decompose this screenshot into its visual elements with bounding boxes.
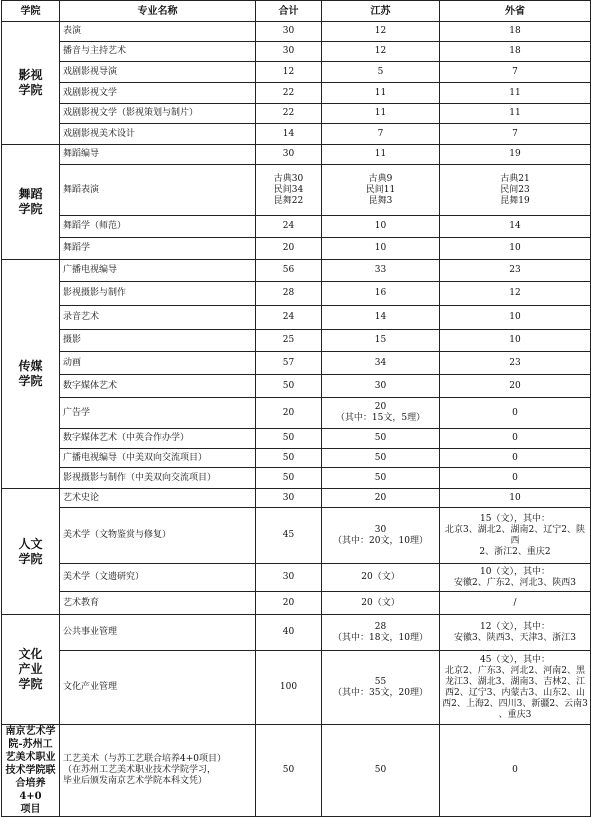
cell-line: 22 <box>282 87 295 98</box>
total-cell <box>256 725 322 817</box>
cell-line: 2、浙江2、重庆2 <box>479 546 551 557</box>
cell-line: 产业 <box>18 662 43 676</box>
major-cell <box>60 145 256 165</box>
cell-line: 昆舞22 <box>273 195 304 206</box>
cell-line: 毕业后颁发南京艺术学院本科文凭） <box>63 776 208 786</box>
total-cell <box>256 489 322 508</box>
cell-line: 学院 <box>18 551 43 566</box>
total-cell <box>256 375 322 398</box>
cell-line: 古典30 <box>273 173 304 184</box>
cell-line: 11 <box>374 149 387 159</box>
other-provinces-cell <box>440 725 591 817</box>
total-cell <box>256 449 322 468</box>
jiangsu-cell <box>322 62 440 83</box>
cell-line: 舞蹈表演 <box>63 184 100 195</box>
table-row <box>2 375 591 398</box>
cell-line: 20 <box>374 492 387 503</box>
table-row <box>2 42 591 62</box>
cell-line: 美术学（文遗研究） <box>63 572 145 582</box>
major-cell <box>60 615 256 651</box>
total-cell <box>256 468 322 489</box>
cell-line: 50 <box>282 433 295 443</box>
cell-line: 西2、上海2、四川3、新疆2、云南3 <box>442 698 588 709</box>
cell-line: 北京2、广东3、河北2、河南2、黑 <box>445 665 585 676</box>
cell-line: 20 <box>282 407 295 418</box>
table-row <box>2 564 591 592</box>
table-row <box>2 489 591 508</box>
major-cell <box>60 352 256 375</box>
cell-line: 23 <box>509 357 521 368</box>
table-row <box>2 216 591 238</box>
major-cell <box>60 124 256 145</box>
total-cell <box>256 260 322 282</box>
cell-line: 民间11 <box>365 184 396 195</box>
cell-line: 11 <box>374 108 387 118</box>
header-total: 合计 <box>256 1 322 22</box>
cell-line: 12 <box>282 66 295 77</box>
cell-line: 艺美术职业 <box>5 752 56 763</box>
other-provinces-cell <box>440 282 591 306</box>
other-provinces-cell <box>440 165 591 216</box>
major-cell <box>60 216 256 238</box>
total-cell <box>256 615 322 651</box>
major-cell <box>60 449 256 468</box>
table-row <box>2 260 591 282</box>
cell-line: 55 <box>374 676 387 687</box>
cell-line: 20（文） <box>361 572 400 582</box>
cell-line: 10 <box>374 221 387 231</box>
cell-line: 0 <box>512 765 518 775</box>
cell-line: 舞蹈学（师范） <box>63 221 127 231</box>
total-cell <box>256 124 322 145</box>
cell-line: 30 <box>282 26 295 36</box>
cell-line: 0 <box>512 472 518 483</box>
major-cell <box>60 306 256 330</box>
jiangsu-cell <box>322 615 440 651</box>
table-row <box>2 282 591 306</box>
cell-line: 人文 <box>18 536 43 551</box>
cell-line: 学院 <box>18 202 43 216</box>
other-provinces-cell <box>440 615 591 651</box>
total-cell <box>256 330 322 352</box>
cell-line: 院-苏州工 <box>8 739 53 750</box>
cell-line: 传媒 <box>18 359 43 373</box>
table-row <box>2 449 591 468</box>
header-jiangsu: 江苏 <box>322 1 440 22</box>
jiangsu-cell <box>322 429 440 449</box>
other-provinces-cell <box>440 42 591 62</box>
cell-line: 50 <box>374 452 387 463</box>
cell-line: 12 <box>374 26 387 36</box>
jiangsu-cell <box>322 725 440 817</box>
cell-line: 50 <box>282 472 295 483</box>
total-cell <box>256 352 322 375</box>
jiangsu-cell <box>322 398 440 429</box>
cell-line: 11 <box>374 87 387 98</box>
other-provinces-cell <box>440 22 591 42</box>
cell-line: 20 <box>374 402 387 412</box>
table-row <box>2 145 591 165</box>
major-cell <box>60 564 256 592</box>
cell-line: 美术学（文物鉴赏与修复） <box>63 530 172 540</box>
cell-line: 安徽3、陕西3、天津3、浙江3 <box>454 632 576 643</box>
jiangsu-cell <box>322 216 440 238</box>
table-row <box>2 22 591 42</box>
table-body <box>2 22 591 817</box>
cell-line: 7 <box>512 66 518 77</box>
cell-line: 11 <box>509 108 521 118</box>
cell-line: 14 <box>374 312 387 322</box>
cell-line: 12 <box>374 46 387 56</box>
major-cell <box>60 592 256 615</box>
cell-line: 合培养4+0 <box>15 778 46 802</box>
cell-line: 0 <box>512 407 518 418</box>
other-provinces-cell <box>440 468 591 489</box>
other-provinces-cell <box>440 62 591 83</box>
jiangsu-cell <box>322 104 440 124</box>
cell-line: 安徽2、广东2、河北3、陕西3 <box>454 577 576 588</box>
cell-line: 昆舞3 <box>368 195 393 206</box>
jiangsu-cell <box>322 564 440 592</box>
major-cell <box>60 260 256 282</box>
cell-line: 学院 <box>18 374 43 388</box>
major-cell <box>60 42 256 62</box>
table-row <box>2 104 591 124</box>
cell-line: 50 <box>282 765 295 775</box>
cell-line: 30 <box>282 149 295 159</box>
other-provinces-cell <box>440 508 591 564</box>
cell-line: 广告学 <box>63 407 91 418</box>
other-provinces-cell <box>440 375 591 398</box>
other-provinces-cell <box>440 104 591 124</box>
jiangsu-cell <box>322 124 440 145</box>
other-provinces-cell <box>440 489 591 508</box>
cell-line: 45 <box>282 530 295 540</box>
college-name <box>2 260 60 489</box>
header-row <box>2 1 591 22</box>
major-cell <box>60 83 256 104</box>
jiangsu-cell <box>322 592 440 615</box>
jiangsu-cell <box>322 165 440 216</box>
cell-line: 10 <box>509 492 521 503</box>
total-cell <box>256 104 322 124</box>
cell-line: 摄影 <box>63 335 82 345</box>
table-row <box>2 468 591 489</box>
cell-line: 15（文），其中： <box>480 513 550 524</box>
cell-line: 20 <box>509 380 521 391</box>
other-provinces-cell <box>440 124 591 145</box>
cell-line: 文化产业管理 <box>63 682 118 692</box>
jiangsu-cell <box>322 352 440 375</box>
major-cell <box>60 282 256 306</box>
cell-line: 戏剧影视美术设计 <box>63 128 136 139</box>
cell-line: 民间34 <box>273 184 304 195</box>
major-cell <box>60 22 256 42</box>
cell-line: 动画 <box>63 357 82 368</box>
cell-line: 33 <box>374 265 387 275</box>
cell-line: 100 <box>279 682 298 692</box>
jiangsu-cell <box>322 238 440 260</box>
cell-line: 12（文），其中： <box>480 621 550 632</box>
college-name <box>2 22 60 145</box>
cell-line: 25 <box>282 335 295 345</box>
total-cell <box>256 564 322 592</box>
cell-line: 10 <box>509 335 521 345</box>
cell-line: 舞蹈学 <box>63 243 91 253</box>
cell-line: 广播电视编导 <box>63 265 118 275</box>
major-cell <box>60 238 256 260</box>
table-row <box>2 615 591 651</box>
jiangsu-cell <box>322 468 440 489</box>
table-row <box>2 165 591 216</box>
other-provinces-cell <box>440 260 591 282</box>
header-other-provinces: 外省 <box>440 1 591 22</box>
total-cell <box>256 429 322 449</box>
enrollment-table <box>1 0 591 817</box>
total-cell <box>256 651 322 725</box>
other-provinces-cell <box>440 352 591 375</box>
total-cell <box>256 216 322 238</box>
cell-line: 10 <box>509 243 521 253</box>
cell-line: 57 <box>282 357 295 368</box>
cell-line: 50 <box>282 452 295 463</box>
cell-line: 数字媒体艺术（中英合作办学） <box>63 433 190 443</box>
jiangsu-cell <box>322 145 440 165</box>
cell-line: 50 <box>374 433 387 443</box>
total-cell <box>256 508 322 564</box>
major-cell <box>60 330 256 352</box>
cell-line: 北京3、湖北2、湖南2、辽宁2、陕西 <box>445 524 585 546</box>
other-provinces-cell <box>440 651 591 725</box>
cell-line: 30 <box>282 572 295 582</box>
cell-line: 播音与主持艺术 <box>63 46 127 56</box>
total-cell <box>256 306 322 330</box>
cell-line: 14 <box>509 221 521 231</box>
cell-line: 文化 <box>18 647 43 661</box>
cell-line: 19 <box>509 149 521 159</box>
other-provinces-cell <box>440 145 591 165</box>
table-row <box>2 429 591 449</box>
jiangsu-cell <box>322 306 440 330</box>
table-row <box>2 238 591 260</box>
cell-line: 项目 <box>20 804 41 815</box>
cell-line: 50 <box>282 380 295 391</box>
cell-line: 南京艺术学 <box>5 726 56 737</box>
jiangsu-cell <box>322 489 440 508</box>
cell-line: 7 <box>377 128 384 139</box>
table-row <box>2 651 591 725</box>
table-row <box>2 592 591 615</box>
cell-line: 30 <box>374 524 387 535</box>
cell-line: 28 <box>374 621 387 632</box>
total-cell <box>256 238 322 260</box>
cell-line: 学院 <box>18 677 43 691</box>
cell-line: 56 <box>282 265 295 275</box>
cell-line: 西2、辽宁3、内蒙古3、山东2、山 <box>445 687 585 698</box>
cell-line: 影视摄影与制作（中美双向交流项目） <box>63 472 217 483</box>
cell-line: 公共事业管理 <box>63 627 118 637</box>
major-cell <box>60 398 256 429</box>
jiangsu-cell <box>322 282 440 306</box>
other-provinces-cell <box>440 330 591 352</box>
other-provinces-cell <box>440 216 591 238</box>
college-name <box>2 725 60 817</box>
cell-line: 广播电视编导（中美双向交流项目） <box>63 452 208 463</box>
cell-line: 30 <box>374 380 387 391</box>
cell-line: 戏剧影视文学 <box>63 87 118 98</box>
other-provinces-cell <box>440 449 591 468</box>
other-provinces-cell <box>440 83 591 104</box>
cell-line: （在苏州工艺美术职业技术学院学习， <box>63 765 217 775</box>
cell-line: 50 <box>374 765 387 775</box>
header-college: 学院 <box>2 1 60 22</box>
cell-line: （其中：15文，5理） <box>335 413 426 423</box>
other-provinces-cell <box>440 238 591 260</box>
cell-line: 12 <box>509 288 521 298</box>
table-row <box>2 124 591 145</box>
other-provinces-cell <box>440 306 591 330</box>
total-cell <box>256 282 322 306</box>
cell-line: 20 <box>282 597 295 608</box>
cell-line: 30 <box>282 492 295 503</box>
other-provinces-cell <box>440 592 591 615</box>
cell-line: 16 <box>374 288 387 298</box>
cell-line: 10 <box>374 243 387 253</box>
jiangsu-cell <box>322 330 440 352</box>
table-row <box>2 725 591 817</box>
cell-line: （其中：20文，10理） <box>333 535 428 546</box>
cell-line: 22 <box>282 108 295 118</box>
total-cell <box>256 42 322 62</box>
cell-line: 45（文），其中： <box>480 654 550 665</box>
major-cell <box>60 508 256 564</box>
cell-line: 技术学院联 <box>5 765 56 776</box>
table-row <box>2 352 591 375</box>
cell-line: 50 <box>374 472 387 483</box>
cell-line: 艺术教育 <box>63 597 100 608</box>
total-cell <box>256 83 322 104</box>
total-cell <box>256 22 322 42</box>
college-name <box>2 615 60 725</box>
total-cell <box>256 165 322 216</box>
cell-line: 艺术史论 <box>63 492 100 503</box>
cell-line: 23 <box>509 265 521 275</box>
cell-line: 舞蹈 <box>18 187 43 201</box>
cell-line: 11 <box>509 87 521 98</box>
jiangsu-cell <box>322 375 440 398</box>
jiangsu-cell <box>322 449 440 468</box>
cell-line: 录音艺术 <box>63 312 100 322</box>
table-row <box>2 508 591 564</box>
table-row <box>2 330 591 352</box>
cell-line: 数字媒体艺术 <box>63 380 118 391</box>
cell-line: 0 <box>512 433 518 443</box>
total-cell <box>256 145 322 165</box>
cell-line: 10 <box>509 312 521 322</box>
jiangsu-cell <box>322 42 440 62</box>
cell-line: 民间23 <box>500 184 530 195</box>
cell-line: （其中：18文，10理） <box>333 632 428 643</box>
cell-line: 24 <box>282 312 295 322</box>
major-cell <box>60 468 256 489</box>
college-name <box>2 489 60 615</box>
other-provinces-cell <box>440 564 591 592</box>
major-cell <box>60 489 256 508</box>
major-cell <box>60 725 256 817</box>
jiangsu-cell <box>322 651 440 725</box>
cell-line: 18 <box>509 46 521 56</box>
header-major: 专业名称 <box>60 1 256 22</box>
cell-line: 5 <box>377 66 384 77</box>
table-row <box>2 306 591 330</box>
total-cell <box>256 62 322 83</box>
table-row <box>2 398 591 429</box>
cell-line: 影视摄影与制作 <box>63 288 127 298</box>
cell-line: 10（文），其中： <box>480 566 550 577</box>
cell-line: 15 <box>374 335 387 345</box>
cell-line: 34 <box>374 357 387 368</box>
cell-line: 工艺美术（与苏工艺联合培养4+0项目） <box>63 754 226 764</box>
cell-line: 学院 <box>18 83 43 97</box>
cell-line: 28 <box>282 288 295 298</box>
total-cell <box>256 592 322 615</box>
cell-line: 40 <box>282 627 295 637</box>
jiangsu-cell <box>322 83 440 104</box>
cell-line: 龙江3、湖北3、湖南3、吉林2、江 <box>445 676 585 687</box>
cell-line: 影视 <box>18 68 43 82</box>
cell-line: 昆舞19 <box>500 195 530 206</box>
cell-line: 24 <box>282 221 295 231</box>
jiangsu-cell <box>322 260 440 282</box>
cell-line: 20（文） <box>361 597 400 608</box>
cell-line: 古典9 <box>368 173 393 184</box>
table-row <box>2 83 591 104</box>
cell-line: 古典21 <box>500 173 530 184</box>
cell-line: 20 <box>282 243 295 253</box>
major-cell <box>60 104 256 124</box>
other-provinces-cell <box>440 429 591 449</box>
jiangsu-cell <box>322 508 440 564</box>
cell-line: 戏剧影视导演 <box>63 66 118 77</box>
cell-line: 、重庆3 <box>498 709 532 720</box>
total-cell <box>256 398 322 429</box>
cell-line: 14 <box>282 128 295 139</box>
cell-line: 戏剧影视文学（影视策划与制片） <box>63 108 199 118</box>
table-row <box>2 62 591 83</box>
college-name <box>2 145 60 260</box>
major-cell <box>60 165 256 216</box>
major-cell <box>60 375 256 398</box>
cell-line: 7 <box>512 128 518 139</box>
cell-line: 18 <box>509 26 521 36</box>
cell-line: 30 <box>282 46 295 56</box>
cell-line: （其中：35文，20理） <box>333 687 428 698</box>
major-cell <box>60 429 256 449</box>
major-cell <box>60 651 256 725</box>
cell-line: 0 <box>512 452 518 463</box>
jiangsu-cell <box>322 22 440 42</box>
major-cell <box>60 62 256 83</box>
cell-line: 表演 <box>63 26 82 36</box>
other-provinces-cell <box>440 398 591 429</box>
cell-line: / <box>513 597 517 608</box>
cell-line: 舞蹈编导 <box>63 149 100 159</box>
